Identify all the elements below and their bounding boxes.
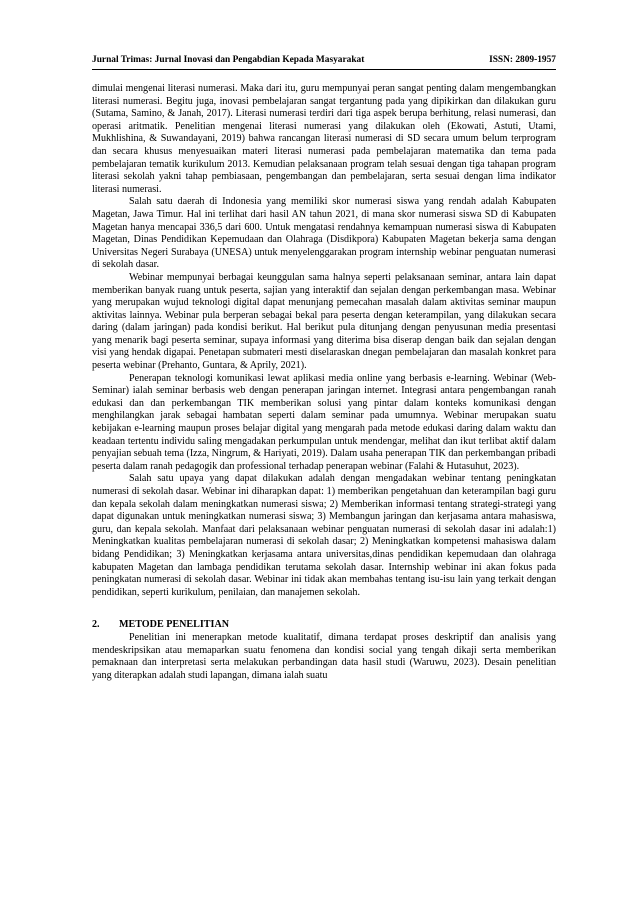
paragraph: Salah satu daerah di Indonesia yang memiliki skor numerasi siswa yang rendah adalah Kabupaten Magetan, Jawa Timur. Hal ini terlihat dari hasil AN tahun 2021, di mana skor numerasi siswa SD di Kabupaten Magetan hanya mencapai 336,5 dari 600. Untuk mengatasi rendahnya kemampuan numerasi siswa di Kabupaten Magetan, Dinas Pendidikan Kepemudaan dan Olahraga (Disdikpora) Kabupaten Magetan bekerja sama dengan Universitas Negeri Surabaya (UNESA) untuk menyelenggarakan program internship webinar penguatan numerasi di sekolah dasar. xyxy=(92,196,556,271)
section-title: METODE PENELITIAN xyxy=(119,619,230,631)
paragraph: Salah satu upaya yang dapat dilakukan adalah dengan mengadakan webinar tentang peningkatan numerasi di sekolah dasar. Webinar ini diharapkan dapat: 1) memberikan pengetahuan dan keterampilan bagi guru dan kepala sekolah dalam meningkatkan numerasi siswa; 2) Memberikan informasi tentang strategi-strategi yang dapat digunakan untuk meningkatkan numerasi siswa; 3) Membangun jaringan dan kerjasama antara mahasiswa, guru, dan kepala sekolah. Manfaat dari pelaksanaan webinar penguatan numerasi di sekolah dasar ini adalah:1) Meningkatkan kualitas pembelajaran numerasi di sekolah dasar; 2) Meningkatkan kompetensi mahasiswa dalam bidang Pendidikan; 3) Meningkatkan kerjasama antara universitas,dinas pendidikan kepemudaan dan olahraga kabupaten Magetan dan lambaga pendidikan terutama sekolah dasar. Internship webinar ini akan fokus pada peningkatan numerasi di sekolah dasar. Webinar ini tidak akan membahas tentang isu-isu lain yang terkait dengan pendidikan, seperti kurikulum, penilaian, dan manajemen sekolah. xyxy=(92,473,556,598)
running-header xyxy=(92,54,556,66)
paragraph: Webinar mempunyai berbagai keunggulan sama halnya seperti pelaksanaan seminar, antara lain dapat memberikan banyak ruang untuk peserta, sajian yang interaktif dan sejalan dengan perkembangan masa. Webinar yang merupakan wujud teknologi digital dapat menunjang pemecahan masalah dalam aktivitas seminar maupun aktivitas lainnya. Webinar pula berperan sebagai bekal para peserta dengan keterampilan, yang dilakukan secara daring (dalam jaringan) pada kondisi berikut. Hal berikut pula ditunjang dengan penyusunan media presentasi yang menarik bagi peserta seminar, supaya informasi yang diterima bisa diserap dengan baik dan sejalan dengan visi yang hendak digapai. Penetapan submateri mesti diselaraskan dnegan pembelajaran dan masalah konkret para peserta webinar (Prehanto, Guntara, & Aprily, 2021). xyxy=(92,271,556,372)
article-body xyxy=(92,83,556,682)
journal-title: Jurnal Trimas: Jurnal Inovasi dan Pengabdian Kepada Masyarakat xyxy=(92,55,365,65)
section-heading xyxy=(92,619,556,632)
paragraph: Penerapan teknologi komunikasi lewat aplikasi media online yang berbasis e-learning. Webinar (Web-Seminar) ialah seminar berbasis web dengan penerapan jaringan internet. Integrasi antara pengembangan ranah edukasi dan dan perkembangan TIK memberikan solusi yang pintar dalam konteks komunikasi dengan menghilangkan jarak sebagai hambatan seperti dalam seminar pada umumnya. Webinar merupakan suatu kebijakan e-learning maupun proses belajar digital yang mengarah pada metode edukasi daring dalam waktu dan keadaan tertentu individu saling mengadakan perkumpulan untuk mendengar, melihat dan ikut terlibat aktif dalam penyajian sebuah tema (Izza, Ningrum, & Hariyati, 2019). Dalam usaha penerapan TIK dan perkembangan pribadi peserta dalam ranah pedagogik dan professional terhadap penerapan webinar (Falahi & Hutasuhut, 2023). xyxy=(92,372,556,472)
paragraph: Penelitian ini menerapkan metode kualitatif, dimana terdapat proses deskriptif dan analisis yang mendeskripsikan atau memaparkan suatu fenomena dan kondisi social yang tengah dikaji serta memberikan pemaknaan dan interpretasi serta melakukan perbandingan data hasil studi (Waruwu, 2023). Desain penelitian yang diterapkan adalah studi lapangan, dimana ialah suatu xyxy=(92,631,556,681)
issn-label: ISSN: 2809-1957 xyxy=(489,55,556,65)
paragraph-continuation: dimulai mengenai literasi numerasi. Maka dari itu, guru mempunyai peran sangat penting dalam mengembangkan literasi numerasi. Begitu juga, inovasi pembelajaran sangat tergantung pada yang dipikirkan dan dilakukan guru (Sutama, Samino, & Janah, 2017). Literasi numerasi terdiri dari tiga aspek berupa berhitung, relasi numerasi, dan operasi aritmatik. Penelitian mengenai literasi numerasi yang dilakukan oleh (Ekowati, Astuti, Utami, Mukhlishina, & Suwandayani, 2019) bahwa rancangan literasi numerasi di SD secara umum belum terprogram dan secara khusus menyesuaikan materi literasi numerasi pada pembelajaran matematika dan tema pada pembelajaran tematik kurikulum 2013. Kemudian pelaksanaan program telah sesuai dengan tiga tahapan program literasi sekolah yakni tahap pembiasaan, pengembangan dan pembelajaran, serta sesuai dengan lima indikator literasi numerasi. xyxy=(92,83,556,195)
header-divider xyxy=(92,69,556,70)
section-number: 2. xyxy=(92,619,100,631)
